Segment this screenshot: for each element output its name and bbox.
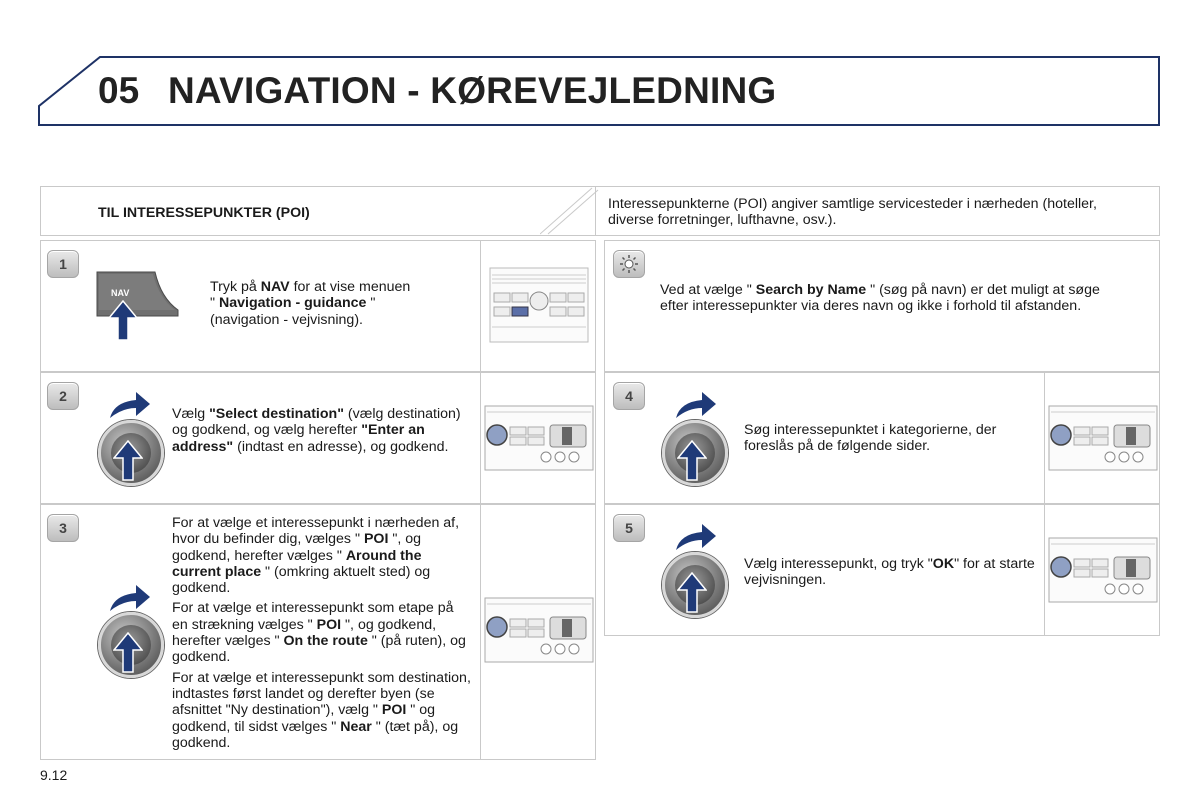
- step4-number: 4: [613, 382, 645, 410]
- step3-text: [172, 515, 472, 755]
- rotate-arrow-icon: [672, 390, 718, 420]
- step1-number: 1: [47, 250, 79, 278]
- press-arrow-icon: [677, 440, 707, 482]
- page-number: 9.12: [40, 767, 68, 783]
- section-title-divider: [540, 186, 600, 236]
- section-title: TIL INTERESSEPUNKTER (POI): [98, 205, 310, 221]
- press-arrow-icon: [677, 572, 707, 614]
- nav-button-label: NAV: [111, 288, 130, 298]
- step4-text: Søg interessepunktet i kategorierne, der foreslås på de følgende sider.: [744, 422, 997, 455]
- step5-panel-thumbnail: [1044, 505, 1159, 635]
- step2-panel-thumbnail: [480, 373, 595, 503]
- press-arrow-icon: [113, 632, 143, 674]
- tip-lightbulb-icon: [613, 250, 645, 278]
- step3-paragraph-route: For at vælge et interessepunkt som etape på en strækning vælges " POI ", og godkend, herefter vælges " On the route " (på ruten), og godkend.: [172, 600, 466, 666]
- step4-panel-thumbnail: [1044, 373, 1159, 503]
- step1-text: Tryk på NAV for at vise menuen " Navigation - guidance " (navigation - vejvisning).: [210, 279, 411, 328]
- chapter-number: 05: [98, 70, 140, 111]
- step5-number: 5: [613, 514, 645, 542]
- tip-text: Ved at vælge " Search by Name " (søg på navn) er det muligt at søge efter interessepunkter via deres navn og ikke i forhold til afstanden.: [660, 282, 1100, 315]
- step3-panel-thumbnail: [480, 505, 595, 759]
- press-arrow-icon: [113, 440, 143, 482]
- step2-number: 2: [47, 382, 79, 410]
- step3-number: 3: [47, 514, 79, 542]
- rotate-arrow-icon: [106, 390, 152, 420]
- press-arrow-icon: [108, 300, 138, 342]
- step1-panel-thumbnail: [480, 241, 595, 371]
- step3-paragraph-destination: For at vælge et interessepunkt som destination, indtastes først landet og derefter byen (se afsnittet "Ny destination"), vælg " POI " og godkend, til sidst vælges " Near " (tæt på), og godkend.: [172, 669, 471, 751]
- step5-text: Vælg interessepunkt, og tryk "OK" for at starte vejvisningen.: [744, 556, 1035, 589]
- step3-paragraph-current-place: For at vælge et interessepunkt i nærheden af, hvor du befinder dig, vælges " POI ", og godkend, herefter vælges " Around the current place " (omkring aktuelt sted) og godkend.: [172, 515, 460, 597]
- rotate-arrow-icon: [672, 522, 718, 552]
- step2-text: Vælg "Select destination" (vælg destination) og godkend, og vælg herefter "Enter an address" (indtast en adresse), og godkend.: [172, 406, 461, 455]
- section-intro: Interessepunkterne (POI) angiver samtlige servicesteder i nærheden (hoteller, diverse forretninger, lufthavne, osv.).: [608, 196, 1097, 229]
- chapter-title: NAVIGATION - KØREVEJLEDNING: [168, 70, 777, 111]
- rotate-arrow-icon: [106, 583, 152, 613]
